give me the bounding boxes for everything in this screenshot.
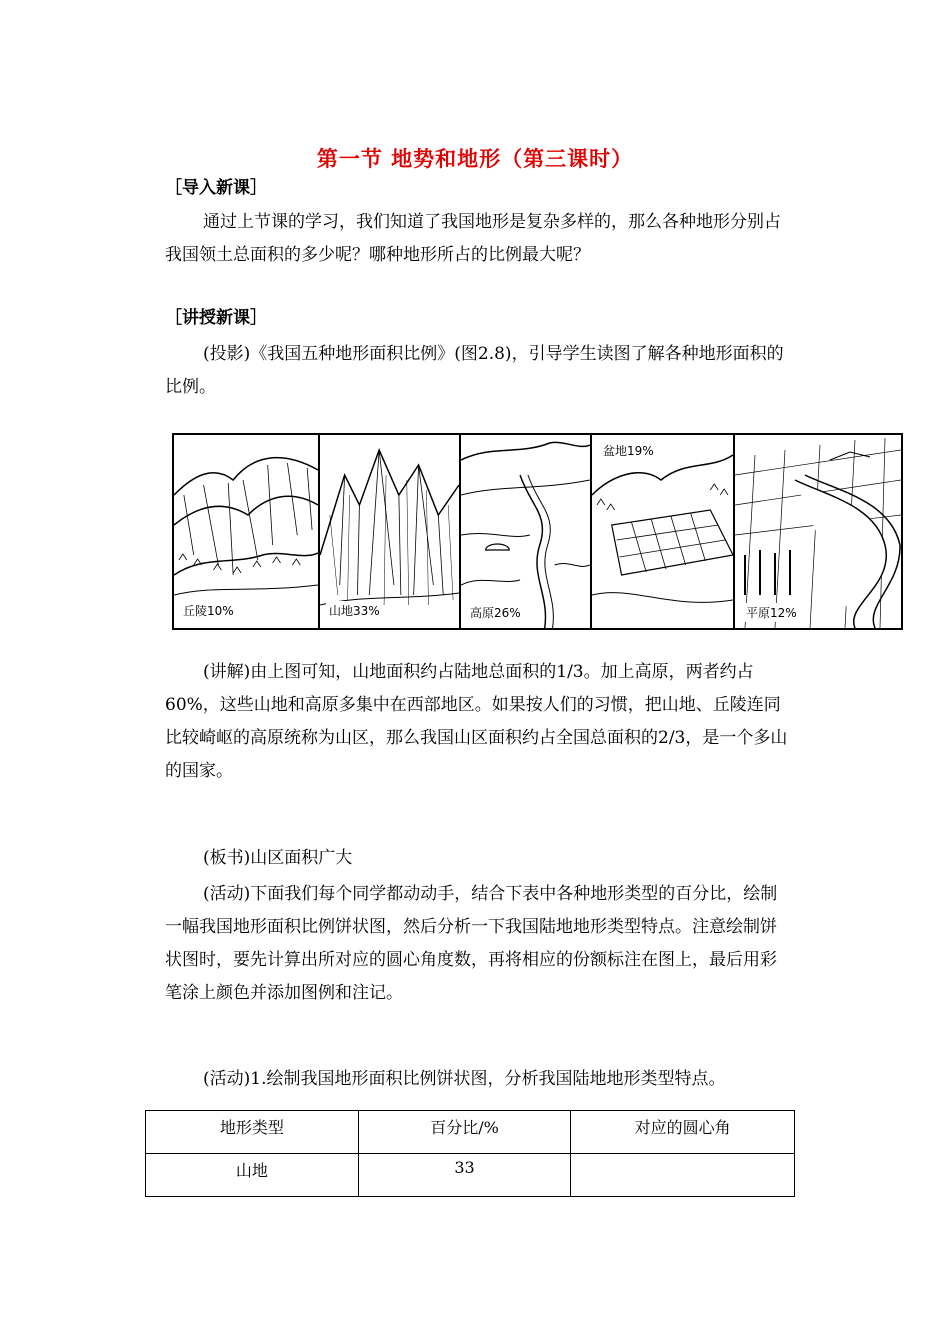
hills-illustration	[174, 435, 318, 628]
intro-paragraph: 通过上节课的学习，我们知道了我国地形是复杂多样的，那么各种地形分别占我国领土总面积的多少呢？哪种地形所占的比例最大呢？	[165, 212, 781, 265]
table-cell[interactable]	[571, 1154, 795, 1197]
table-header: 对应的圆心角	[571, 1111, 795, 1154]
panel-plain	[735, 435, 901, 628]
blackboard-paragraph: (板书)山区面积广大	[203, 848, 353, 868]
table-cell: 33	[358, 1154, 571, 1197]
table-row	[146, 1154, 795, 1197]
activity-task-paragraph: (活动)1.绘制我国地形面积比例饼状图，分析我国陆地地形类型特点。	[203, 1069, 726, 1089]
table-header: 地形类型	[146, 1111, 359, 1154]
panel-label: 山地33%	[326, 601, 383, 620]
table-cell: 山地	[146, 1154, 359, 1197]
plain-illustration	[735, 435, 901, 628]
page-title: 第一节 地势和地形（第三课时）	[316, 147, 634, 171]
explanation-paragraph: (讲解)由上图可知，山地面积约占陆地总面积的1/3。加上高原，两者约占60%，这些山地和高原多集中在西部地区。如果按人们的习惯，把山地、丘陵连同比较崎岖的高原统称为山区，那么我国山区面积约占全国总面积的2/3，是一个多山的国家。	[165, 662, 788, 781]
panel-basin	[592, 435, 735, 628]
table-header-row	[146, 1111, 795, 1154]
terrain-table	[145, 1110, 795, 1197]
panel-label: 丘陵10%	[180, 601, 237, 620]
panel-label: 高原26%	[467, 603, 524, 622]
table-header: 百分比/%	[358, 1111, 571, 1154]
section-heading-intro: ［导入新课］	[165, 178, 267, 198]
panel-label: 盆地19%	[600, 441, 657, 460]
activity-paragraph: (活动)下面我们每个同学都动动手，结合下表中各种地形类型的百分比，绘制一幅我国地形面积比例饼状图，然后分析一下我国陆地地形类型特点。注意绘制饼状图时，要先计算出所对应的圆心角度数，再将相应的份额标注在图上，最后用彩笔涂上颜色并添加图例和注记。	[165, 884, 778, 1003]
panel-plateau	[461, 435, 592, 628]
panel-mountains	[320, 435, 461, 628]
basin-illustration	[592, 435, 733, 628]
panel-hills	[174, 435, 320, 628]
projection-paragraph: (投影)《我国五种地形面积比例》(图2.8)，引导学生读图了解各种地形面积的比例。	[165, 344, 784, 397]
terrain-figure	[172, 433, 903, 630]
panel-label: 平原12%	[743, 603, 800, 622]
section-heading-teach: ［讲授新课］	[165, 308, 267, 328]
mountains-illustration	[320, 435, 459, 628]
plateau-illustration	[461, 435, 590, 628]
